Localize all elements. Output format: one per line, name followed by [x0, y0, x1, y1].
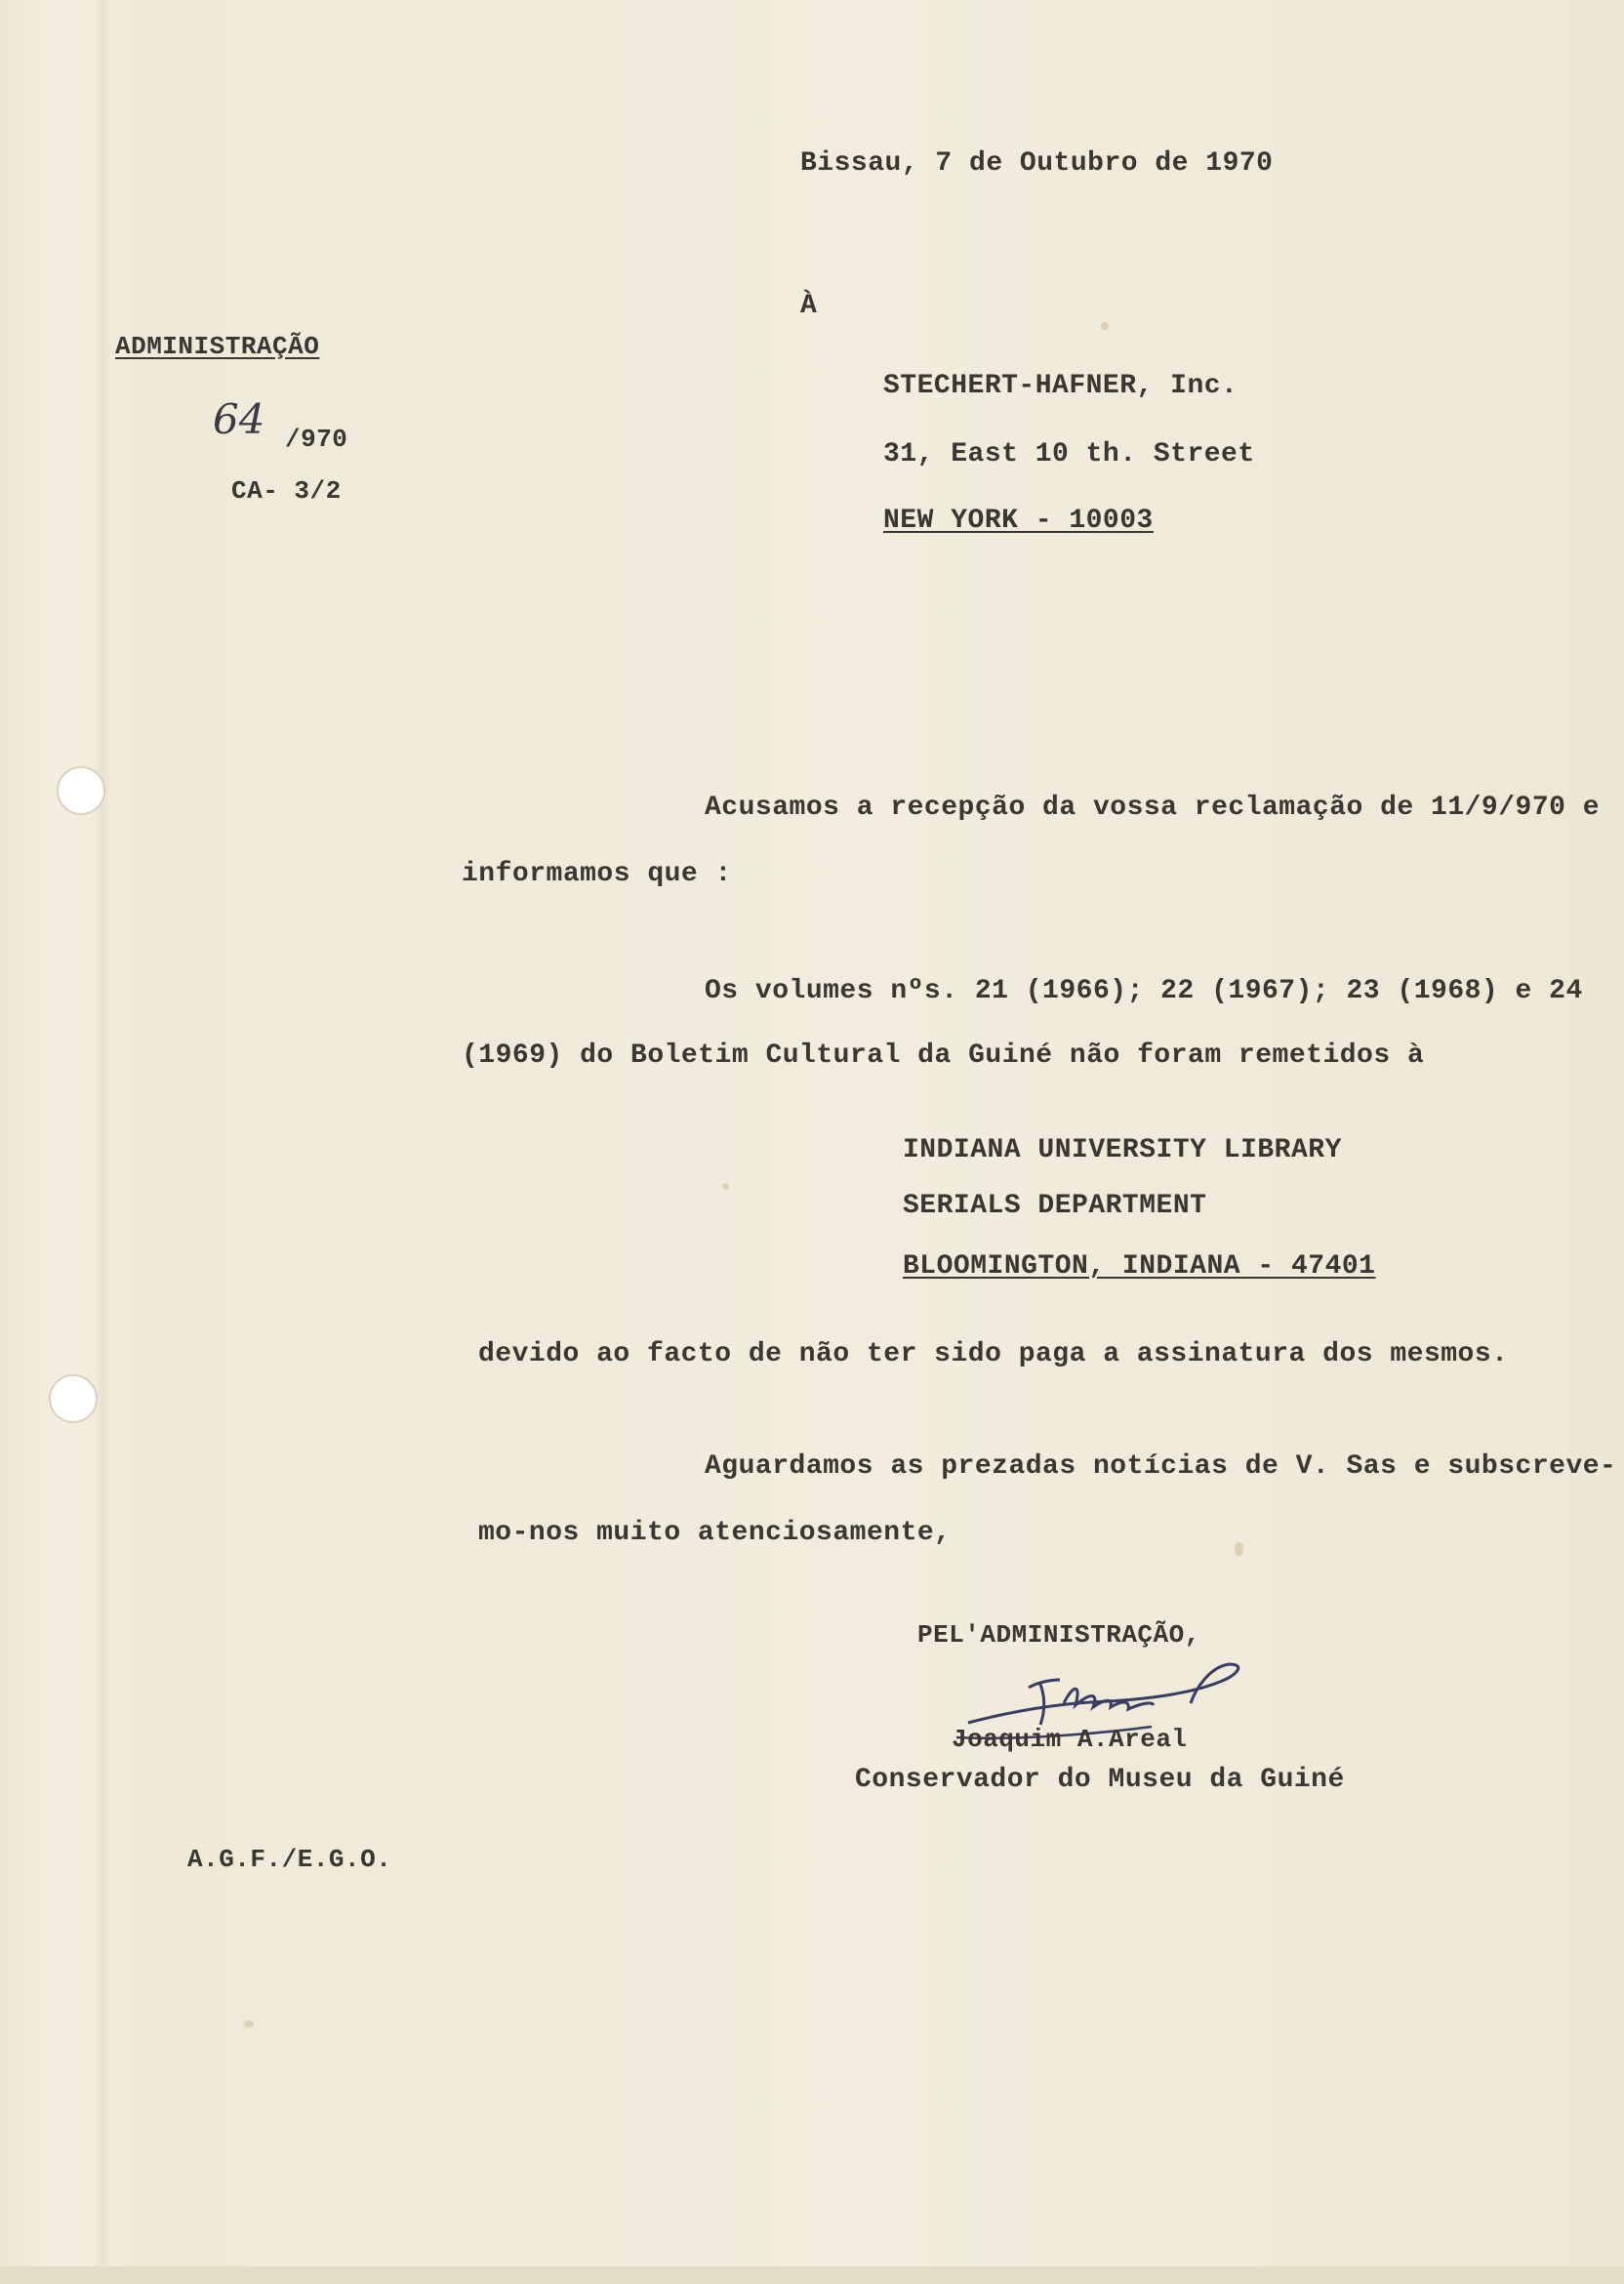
library-city: BLOOMINGTON, INDIANA - 47401: [903, 1251, 1376, 1282]
recipient-street: 31, East 10 th. Street: [883, 439, 1255, 469]
signer-title: Conservador do Museu da Guiné: [855, 1765, 1345, 1795]
recipient-prefix: À: [800, 291, 818, 321]
body-paragraph-4-line-2: mo-nos muito atenciosamente,: [478, 1518, 952, 1548]
library-department: SERIALS DEPARTMENT: [903, 1191, 1207, 1221]
body-paragraph-1-line-2: informamos que :: [462, 859, 732, 889]
punch-hole-top: [57, 766, 105, 815]
reference-year: /970: [285, 425, 348, 454]
place-date: Bissau, 7 de Outubro de 1970: [800, 148, 1274, 179]
reference-code: CA- 3/2: [231, 476, 342, 506]
punch-hole-bottom: [49, 1374, 98, 1423]
body-paragraph-3: devido ao facto de não ter sido paga a assinatura dos mesmos.: [478, 1339, 1509, 1369]
paper-stain: [244, 2020, 254, 2027]
paper-bottom-edge: [0, 2266, 1624, 2284]
recipient-name: STECHERT-HAFNER, Inc.: [883, 371, 1238, 401]
body-paragraph-2-line-2: (1969) do Boletim Cultural da Guiné não foram remetidos à: [462, 1040, 1425, 1071]
body-paragraph-4-line-1: Aguardamos as prezadas notícias de V. Sas e subscreve-: [705, 1451, 1617, 1482]
paper-stain: [1101, 322, 1109, 330]
recipient-city: NEW YORK - 10003: [883, 506, 1154, 536]
body-paragraph-1-line-1: Acusamos a recepção da vossa reclamação de 11/9/970 e: [705, 793, 1601, 823]
paper-fold: [94, 0, 111, 2284]
typist-initials: A.G.F./E.G.O.: [187, 1845, 392, 1874]
body-paragraph-2-line-1: Os volumes nºs. 21 (1966); 22 (1967); 23 (1968) e 24: [705, 976, 1583, 1006]
paper-stain: [1235, 1542, 1243, 1556]
department-heading: ADMINISTRAÇÃO: [115, 332, 320, 361]
library-name: INDIANA UNIVERSITY LIBRARY: [903, 1135, 1342, 1165]
paper-stain: [722, 1183, 729, 1190]
closing-on-behalf: PEL'ADMINISTRAÇÃO,: [917, 1620, 1200, 1650]
reference-number-handwritten: 64: [213, 395, 265, 443]
signer-name: Joaquim A.Areal: [952, 1725, 1188, 1754]
